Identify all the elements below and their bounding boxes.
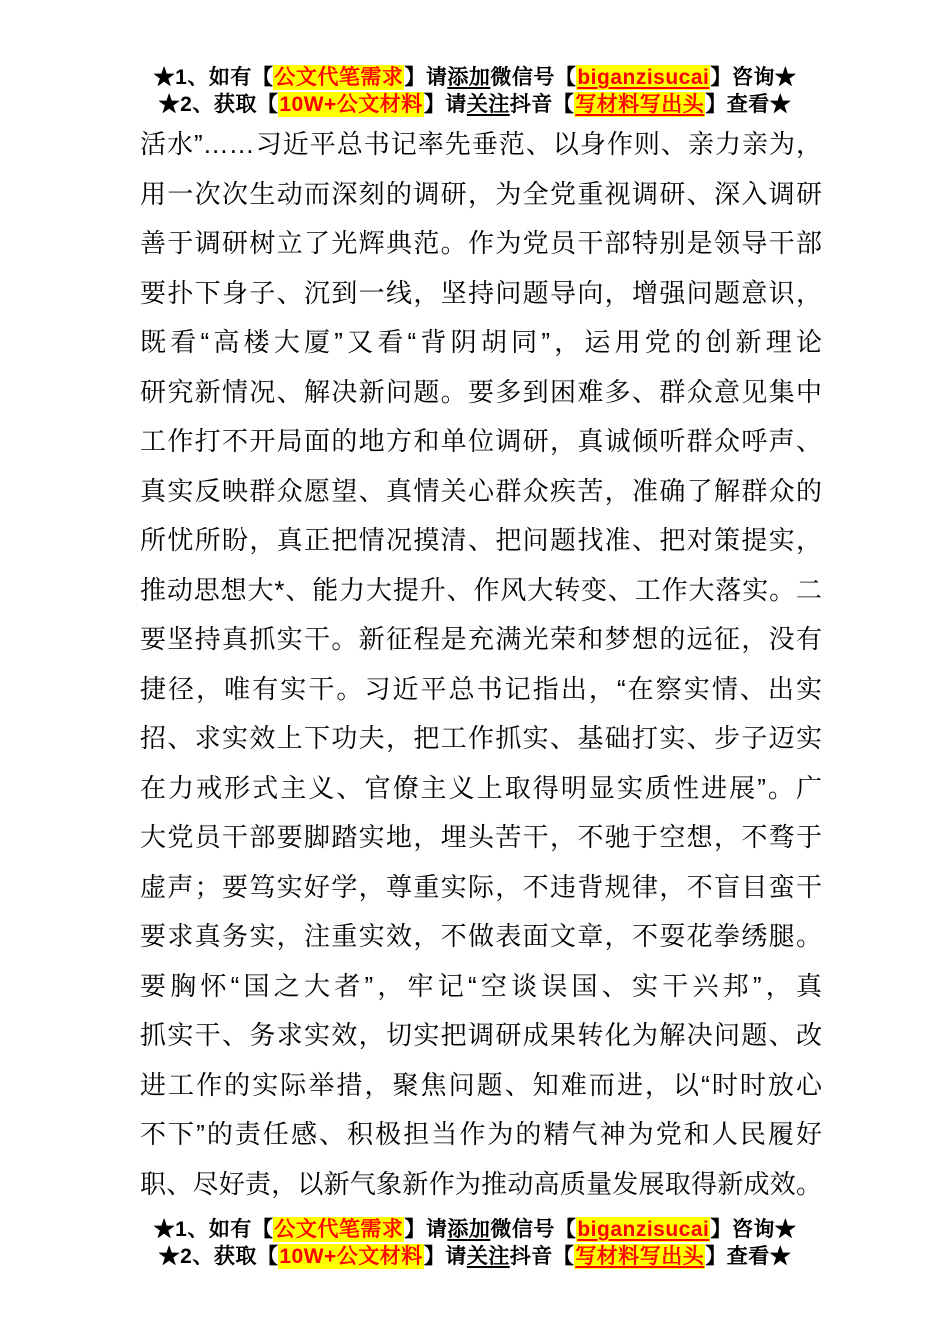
promo-segment-plain: 】查看★ — [705, 93, 792, 116]
promo-segment-plain: 抖音【 — [509, 1245, 575, 1268]
promo-segment-u: 添加 — [447, 66, 491, 89]
body-line: 抓实干、务求实效，切实把调研成果转化为解决问题、改 — [140, 1020, 822, 1050]
promo-segment-plain: 】请 — [423, 93, 467, 116]
promo-segment-plain: ★2、获取【 — [158, 1245, 279, 1268]
promo-header — [134, 64, 816, 118]
body-line: 真实反映群众愿望、真情关心群众疾苦，准确了解群众的 — [140, 475, 822, 506]
body-line: 要扑下身子、沉到一线，坚持问题导向，增强问题意识， — [140, 277, 822, 308]
promo-segment-hlu: 写材料写出头 — [575, 93, 705, 116]
promo-segment-plain: ★1、如有【 — [153, 1218, 274, 1241]
promo-header-line-1 — [134, 64, 816, 91]
promo-segment-plain: 】查看★ — [705, 1245, 792, 1268]
promo-footer — [134, 1216, 816, 1270]
promo-segment-u: 添加 — [447, 1218, 491, 1241]
promo-segment-hl: 10W+公文材料 — [279, 1245, 423, 1268]
promo-segment-hlu: biganzisucai — [577, 1218, 710, 1241]
promo-segment-u: 关注 — [466, 93, 510, 116]
body-line: 工作打不开局面的地方和单位调研，真诚倾听群众呼声、 — [140, 426, 822, 456]
document-body — [140, 120, 822, 1209]
body-line: 招、求实效上下功夫，把工作抓实、基础打实、步子迈实 — [140, 723, 822, 753]
promo-segment-plain: ★2、获取【 — [158, 93, 279, 116]
promo-segment-plain: 】咨询★ — [710, 1218, 797, 1241]
body-line: 善于调研树立了光辉典范。作为党员干部特别是领导干部 — [140, 228, 822, 258]
body-line: 要胸怀“国之大者”，牢记“空谈误国、实干兴邦”，真 — [140, 970, 822, 1001]
promo-segment-plain: ★1、如有【 — [153, 66, 274, 89]
body-line: 用一次次生动而深刻的调研，为全党重视调研、深入调研 — [140, 178, 822, 209]
promo-segment-hlu: biganzisucai — [577, 66, 710, 89]
body-line: 活水”……习近平总书记率先垂范、以身作则、亲力亲为， — [140, 129, 822, 159]
body-line: 虚声；要笃实好学，尊重实际，不违背规律，不盲目蛮干 — [140, 871, 822, 902]
body-line: 进工作的实际举措，聚焦问题、知难而进，以“时时放心 — [140, 1069, 822, 1100]
promo-segment-plain: 抖音【 — [509, 93, 575, 116]
promo-segment-hl: 公文代笔需求 — [274, 66, 404, 89]
promo-header-line-2 — [134, 91, 816, 118]
body-line: 不下”的责任感、积极担当作为的精气神为党和人民履好 — [140, 1119, 822, 1149]
promo-footer-line-2 — [134, 1243, 816, 1270]
promo-segment-plain: 微信号【 — [490, 1218, 577, 1241]
body-line: 在力戒形式主义、官僚主义上取得明显实质性进展”。广 — [140, 772, 822, 803]
body-line: 所忧所盼，真正把情况摸清、把问题找准、把对策提实， — [140, 525, 822, 555]
body-line: 职、尽好责，以新气象新作为推动高质量发展取得新成效。 — [140, 1168, 822, 1199]
body-line: 研究新情况、解决新问题。要多到困难多、群众意见集中 — [140, 376, 822, 407]
promo-segment-plain: 】咨询★ — [710, 66, 797, 89]
body-line: 捷径，唯有实干。习近平总书记指出，“在察实情、出实 — [140, 673, 822, 704]
promo-footer-line-1 — [134, 1216, 816, 1243]
promo-segment-hl: 10W+公文材料 — [279, 93, 423, 116]
promo-segment-plain: 】请 — [404, 66, 448, 89]
promo-segment-hlu: 写材料写出头 — [575, 1245, 705, 1268]
body-line: 推动思想大*、能力大提升、作风大转变、工作大落实。二 — [140, 574, 822, 605]
body-line: 既看“高楼大厦”又看“背阴胡同”，运用党的创新理论 — [140, 327, 822, 357]
promo-segment-u: 关注 — [466, 1245, 510, 1268]
promo-segment-hl: 公文代笔需求 — [274, 1218, 404, 1241]
body-line: 要坚持真抓实干。新征程是充满光荣和梦想的远征，没有 — [140, 624, 822, 654]
promo-segment-plain: 】请 — [423, 1245, 467, 1268]
body-line: 要求真务实，注重实效，不做表面文章，不耍花拳绣腿。 — [140, 921, 822, 951]
promo-segment-plain: 微信号【 — [490, 66, 577, 89]
body-line: 大党员干部要脚踏实地，埋头苦干，不驰于空想，不骛于 — [140, 822, 822, 852]
promo-segment-plain: 】请 — [404, 1218, 448, 1241]
